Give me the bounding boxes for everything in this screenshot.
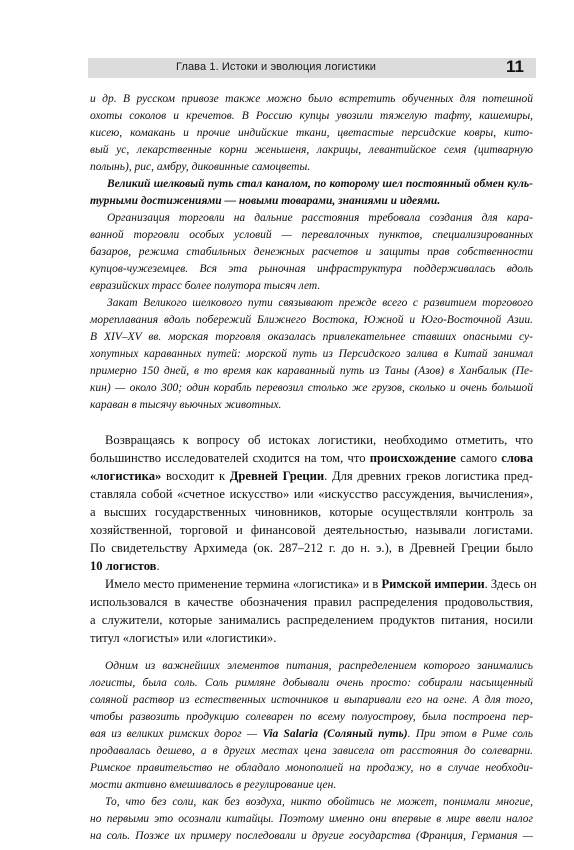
bold-text-line: турными достижениями — новыми товарами, знаниями и идеями.	[90, 195, 441, 207]
text-line: соляной раствор из естественных источников и выпаривали его на огне. А для того,	[90, 694, 533, 706]
text-line: использовался в качестве обозначения правил распределения продовольствия,	[90, 595, 533, 609]
text-line: большинство исследователей сходится на том, что происхождение самого слова	[90, 451, 534, 465]
text-line: но первыми это осознали китайцы. Поэтому именно они впервые в мире ввели налог	[90, 813, 533, 825]
running-head: Глава 1. Истоки и эволюция логистики	[176, 61, 377, 73]
text-line: караван в тысячу вьючных животных.	[90, 399, 282, 411]
text-line: То, что без соли, как без воздуха, никто обойтись не может, понимали многие,	[105, 796, 533, 808]
bold-text-line: Великий шелковый путь стал каналом, по которому шел постоянный обмен куль-	[107, 178, 533, 190]
text-line: вый ус, лекарственные корни женьшеня, лакрицы, левантийское семя (цитварную	[90, 144, 533, 156]
text-line: примерно 150 дней, в то время как караванный путь из Таны (Азов) в Ханбалык (Пе-	[90, 365, 533, 377]
text-line: а служители, которые занимались распределением продуктов питания, носили	[90, 613, 533, 627]
text-line: купцов-чужеземцев. Вся эта рыночная инфраструктура поддерживалась вдоль	[90, 263, 533, 275]
text-line: Римское правительство не обладало монополией на продажу, но в случае необходи-	[90, 762, 533, 774]
text-line: 10 логистов.	[90, 559, 160, 573]
text-line: хозяйственной, торговой и финансовой деятельностью, называли логистами.	[90, 523, 533, 537]
text-line: мореплавания вдоль побережий Ближнего Востока, Южной и Юго-Восточной Азии.	[90, 314, 533, 326]
text-line: Имело место применение термина «логистика» и в Римской империи. Здесь он	[105, 577, 537, 591]
text-line: охоты соколов и кречетов. В Россию купцы увозили тяжелую тафту, кашемиры,	[90, 110, 533, 122]
text-line: Закат Великого шелкового пути связывают прежде всего с развитием торгового	[107, 297, 533, 309]
text-line: титул «логисты» или «логистики».	[90, 631, 277, 645]
text-line: и др. В русском привозе также можно было встретить обученных для потешной	[90, 93, 533, 105]
text-line: кисею, комакань и прочие индийские ткани, цветастые персидские ковры, кито-	[90, 127, 533, 139]
text-line: логисты, была соль. Соль римляне добывали очень просто: собирали насыщенный	[90, 677, 533, 689]
text-line: Одним из важнейших элементов питания, распределением которого занимались	[105, 660, 533, 672]
text-line: ставляла собой «счетное искусство» или «искусство рассуждения, вычисления»,	[90, 487, 533, 501]
text-line: Возвращаясь к вопросу об истоках логистики, необходимо отметить, что	[105, 433, 533, 447]
text-line: ванной торговли особых условий — перевалочных пунктов, специализированных	[90, 229, 533, 241]
text-line: кин) — около 300; один корабль перевозил столько же грузов, сколько и очень большой	[90, 382, 533, 394]
text-line: вая из великих римских дорог — Via Salaria (Соляный путь). При этом в Риме соль	[90, 728, 534, 740]
text-line: полынь), рис, амбру, диковинные самоцветы.	[90, 161, 311, 173]
text-line: а высших государственных чиновников, которые осуществляли контроль за	[90, 505, 533, 519]
text-line: мости активно вмешивалось в регулирование цен.	[90, 779, 337, 791]
text-line: хопутных караванных путей: морской путь из Персидского залива в Китай занимал	[90, 348, 533, 360]
text-line: По свидетельству Архимеда (ок. 287–212 г. до н. э.), в Древней Греции было	[90, 541, 533, 555]
text-line: на соль. Позже их примеру последовали и другие государства (Франция, Германия —	[90, 830, 533, 842]
text-line: евразийских трасс более полутора тысяч лет.	[90, 280, 321, 292]
text-line: Организация торговли на дальние расстояния требовала создания для кара-	[107, 212, 533, 224]
page-number: 11	[506, 57, 524, 76]
text-line: чтобы развозить продукцию солеварен по всему полуострову, была построена пер-	[90, 711, 533, 723]
text-line: «логистика» восходит к Древней Греции. Для древних греков логистика пред-	[90, 469, 533, 483]
text-line: продавалась дешево, а в других местах цена зависела от расстояния до солеварни.	[90, 745, 533, 757]
text-line: В XIV–XV вв. морская торговля оказалась привлекательнее ставших опасными су-	[90, 331, 533, 343]
text-line: базаров, режима стабильных денежных расчетов и защиты прав собственности	[90, 246, 533, 258]
